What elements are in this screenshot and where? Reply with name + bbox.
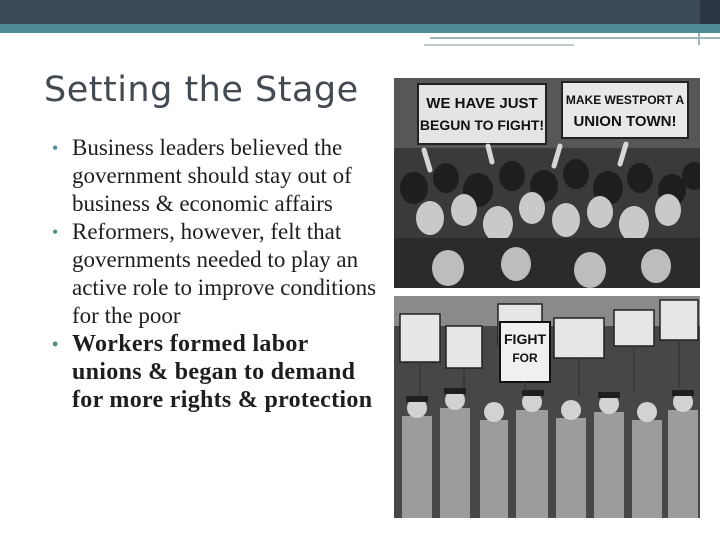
bullet-icon: •: [52, 222, 59, 242]
slide-title: Setting the Stage: [44, 70, 359, 110]
header-band-dark: [0, 0, 720, 24]
header-band-teal: [0, 24, 720, 33]
bullet-text: Business leaders believed the government should stay out of business & economic affairs: [72, 135, 352, 216]
protest-photo-bottom: [394, 296, 700, 518]
bullet-icon: •: [52, 334, 59, 354]
header-rule-long: [430, 37, 720, 39]
sign-left-line2: BEGUN TO FIGHT!: [419, 117, 545, 133]
bullet-text: Workers formed labor unions & began to demand for more rights & protection: [72, 331, 373, 413]
march-crowd-image: [394, 296, 700, 518]
header-band-corner: [700, 0, 720, 24]
protest-crowd-image: [394, 78, 700, 288]
sign-fight-line2: FOR: [512, 351, 538, 365]
bullet-item: [52, 134, 382, 218]
bullet-item: [52, 218, 382, 330]
sign-left: [418, 84, 546, 144]
header-rule-short: [424, 44, 574, 46]
bullet-list: [52, 134, 382, 414]
sign-right-line1: MAKE WESTPORT A: [565, 93, 685, 107]
sign-fight-line1: FIGHT: [504, 331, 546, 347]
bullet-icon: •: [52, 138, 59, 158]
bullet-item: [52, 330, 382, 414]
sign-right-line2: UNION TOWN!: [573, 113, 677, 130]
header-rule-tick: [698, 33, 700, 45]
bullet-text: Reformers, however, felt that governments needed to play an active role to improve conditions for the poor: [72, 219, 377, 328]
sign-left-line1: WE HAVE JUST: [426, 95, 538, 112]
protest-photo-top: [394, 78, 700, 288]
